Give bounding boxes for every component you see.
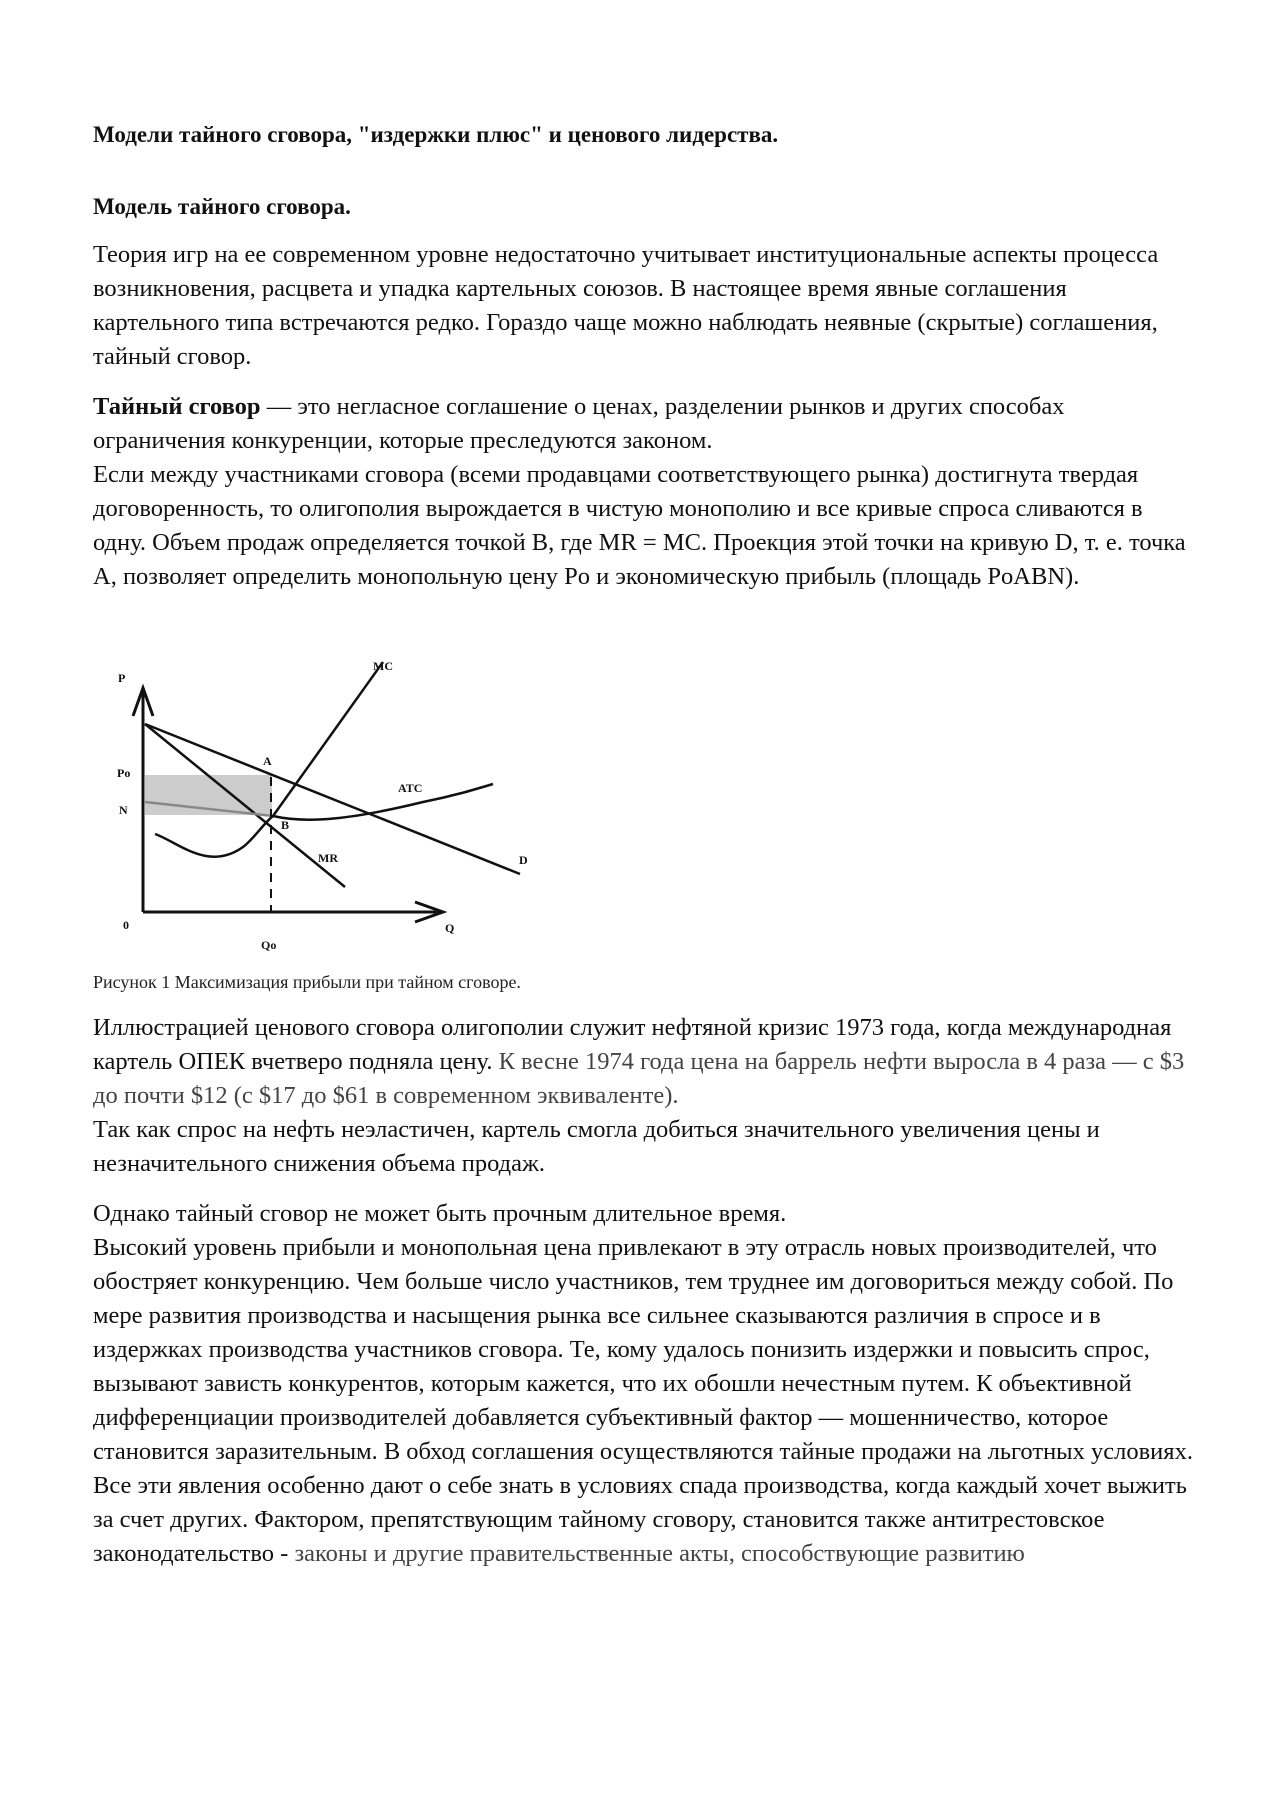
monopoly-explanation: Если между участниками сговора (всеми продавцами соответствующего рынка) достигнута твердая договоренность, то олигополия вырождается в чистую монополию и все кривые спроса сливаются в одну. Объем продаж определяется точкой B, где MR = MC. Проекция этой точки на кривую D, т. е. точка A, позволяет определить монопольную цену Po и экономическую прибыль (площадь PoABN). (93, 460, 1186, 590)
instability-line1: Однако тайный сговор не может быть прочным длительное время. (93, 1199, 787, 1227)
document-content (93, 120, 1198, 1587)
label-po: Po (117, 765, 131, 780)
label-q: Q (445, 920, 455, 935)
profit-max-diagram (93, 652, 553, 952)
label-d: D (519, 852, 528, 867)
figure-caption: Рисунок 1 Максимизация прибыли при тайном сговоре. (93, 971, 521, 992)
label-p: P (118, 670, 126, 685)
label-n: N (119, 802, 128, 817)
label-atc: ATC (398, 780, 423, 795)
label-a: A (263, 753, 272, 768)
opec-part2: К весне 1974 года цена на баррель нефти выросла в 4 раза — с $3 до почти $12 (с $17 до $61 в современном эквиваленте). (93, 1047, 1185, 1109)
paragraph-opec (93, 1011, 1198, 1181)
opec-part1: Иллюстрацией ценового сговора олигополии служит нефтяной кризис 1973 года, когда международная картель ОПЕК вчетверо подняла цену. (93, 1013, 1172, 1075)
term-secret-collusion: Тайный сговор (93, 392, 261, 420)
document-title: Модели тайного сговора, "издержки плюс" и ценового лидерства. (93, 122, 779, 147)
collusion-figure (93, 652, 553, 952)
label-origin: 0 (123, 917, 129, 932)
paragraph-instability (93, 1197, 1198, 1571)
paragraph-definition (93, 390, 1198, 594)
paragraph-intro: Теория игр на ее современном уровне недостаточно учитывает институциональные аспекты процесса возникновения, расцвета и упадка картельных союзов. В настоящее время явные соглашения картельного типа встречаются редко. Гораздо чаще можно наблюдать неявные (скрытые) соглашения, тайный сговор. (93, 240, 1159, 370)
definition-text: — это негласное соглашение о ценах, разделении рынков и других способах ограничения конкуренции, которые преследуются законом. (93, 392, 1065, 454)
instability-tail: законы и другие правительственные акты, способствующие развитию (294, 1539, 1025, 1567)
label-b: B (281, 817, 290, 832)
opec-part3: Так как спрос на нефть неэластичен, картель смогла добиться значительного увеличения цены и незначительного снижения объема продаж. (93, 1115, 1100, 1177)
section-heading: Модель тайного сговора. (93, 193, 351, 219)
instability-body: Высокий уровень прибыли и монопольная цена привлекают в эту отрасль новых производителей, что обостряет конкуренцию. Чем больше число участников, тем труднее им договориться между собой. По мере развития производства и насыщения рынка все сильнее сказываются различия в спросе и в издержках производства участников сговора. Те, кому удалось понизить издержки и повысить спрос, вызывают зависть конкурентов, которым кажется, что их обошли нечестным путем. К объективной дифференциации производителей добавляется субъективный фактор — мошенничество, которое становится заразительным. В обход соглашения осуществляются тайные продажи на льготных условиях. Все эти явления особенно дают о себе знать в условиях спада производства, когда каждый хочет выжить за счет других. Фактором, препятствующим тайному сговору, становится также антитрестовское законодательство - (93, 1233, 1193, 1567)
label-qo: Qo (261, 937, 277, 952)
label-mr: MR (318, 850, 338, 865)
label-mc: MC (373, 658, 393, 673)
